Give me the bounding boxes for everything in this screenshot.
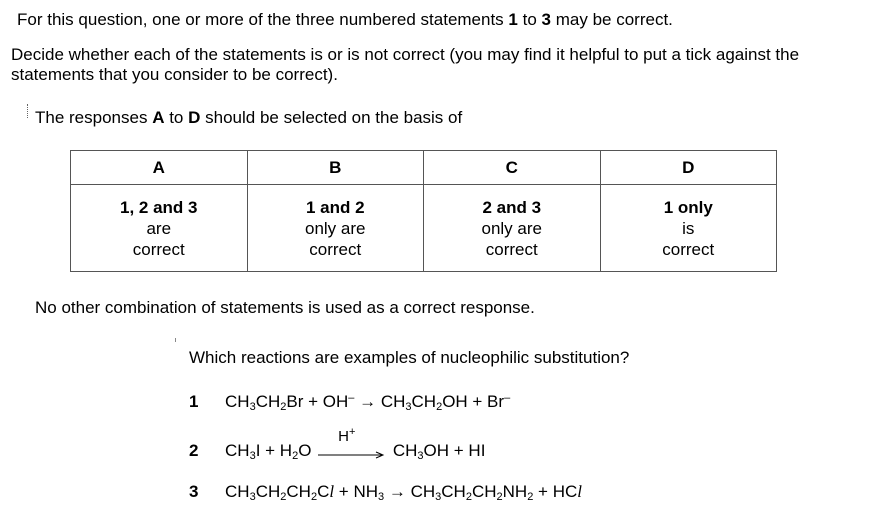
intro-text: to xyxy=(169,108,184,127)
cell-line: correct xyxy=(485,239,538,259)
cell-line: is xyxy=(682,218,695,238)
no-other-combination-note: No other combination of statements is used as a correct response. xyxy=(35,298,535,317)
cell-line: 1 and 2 xyxy=(305,197,365,217)
cell-line: only are xyxy=(305,218,366,238)
cell-B xyxy=(247,185,424,272)
intro-text: to xyxy=(522,10,537,29)
cell-line: correct xyxy=(662,239,715,259)
cell-line: 1, 2 and 3 xyxy=(120,197,198,217)
cell-line: correct xyxy=(309,239,362,259)
reaction-arrow xyxy=(316,426,388,461)
statement-2-equation: $CH_3I + H_2O$ H+ $CH_3OH$ + HI xyxy=(225,426,486,462)
cell-line: only are xyxy=(481,218,542,238)
statement-number-bold: 3 xyxy=(541,10,552,29)
statement-number: 1 xyxy=(189,392,199,411)
intro-text: should be selected on the basis of xyxy=(205,108,463,127)
response-letter-bold: A xyxy=(152,108,165,127)
statement-number: 3 xyxy=(189,482,199,501)
intro-text: one or more of the three numbered statements xyxy=(152,10,504,29)
intro-instructions: Decide whether each of the statements is or is not correct (you may find it helpful to put a tick against the statements that you consider to be correct). xyxy=(11,45,800,84)
table-header-row xyxy=(71,151,777,185)
statement-1-equation: $CH_3CH_2Br + OH^- \to CH_3CH_2OH + Br^-$ xyxy=(225,392,511,413)
cell-line: 1 only xyxy=(663,197,713,217)
statement-number: 2 xyxy=(189,441,199,460)
statement-number-bold: 1 xyxy=(508,10,518,29)
reaction-condition: H+ xyxy=(338,426,356,445)
question-text: Which reactions are examples of nucleophilic substitution? xyxy=(189,348,630,367)
intro-text: question, xyxy=(78,10,148,29)
statement-3-equation: $CH_3CH_2CH_2Cl + NH_3 \to CH_3CH_2CH_2NH_2$ + HCl xyxy=(225,482,582,503)
margin-mark xyxy=(175,338,176,342)
table-row xyxy=(71,185,777,272)
cell-line: are xyxy=(146,218,172,238)
cell-A xyxy=(71,185,248,272)
header-A: A xyxy=(71,151,248,185)
response-key-table xyxy=(70,150,777,272)
header-B: B xyxy=(247,151,424,185)
intro-line-3 xyxy=(35,108,462,128)
response-letter-bold: D xyxy=(188,108,201,127)
cell-C xyxy=(424,185,601,272)
cell-D xyxy=(600,185,777,272)
header-C: C xyxy=(424,151,601,185)
intro-text: may be correct. xyxy=(555,10,673,29)
intro-text: For this xyxy=(17,10,74,29)
intro-line-1 xyxy=(17,10,673,30)
cell-line: 2 and 3 xyxy=(482,197,542,217)
cell-line: correct xyxy=(132,239,185,259)
margin-mark xyxy=(27,104,29,118)
header-D: D xyxy=(600,151,777,185)
intro-text: The responses xyxy=(35,108,148,127)
